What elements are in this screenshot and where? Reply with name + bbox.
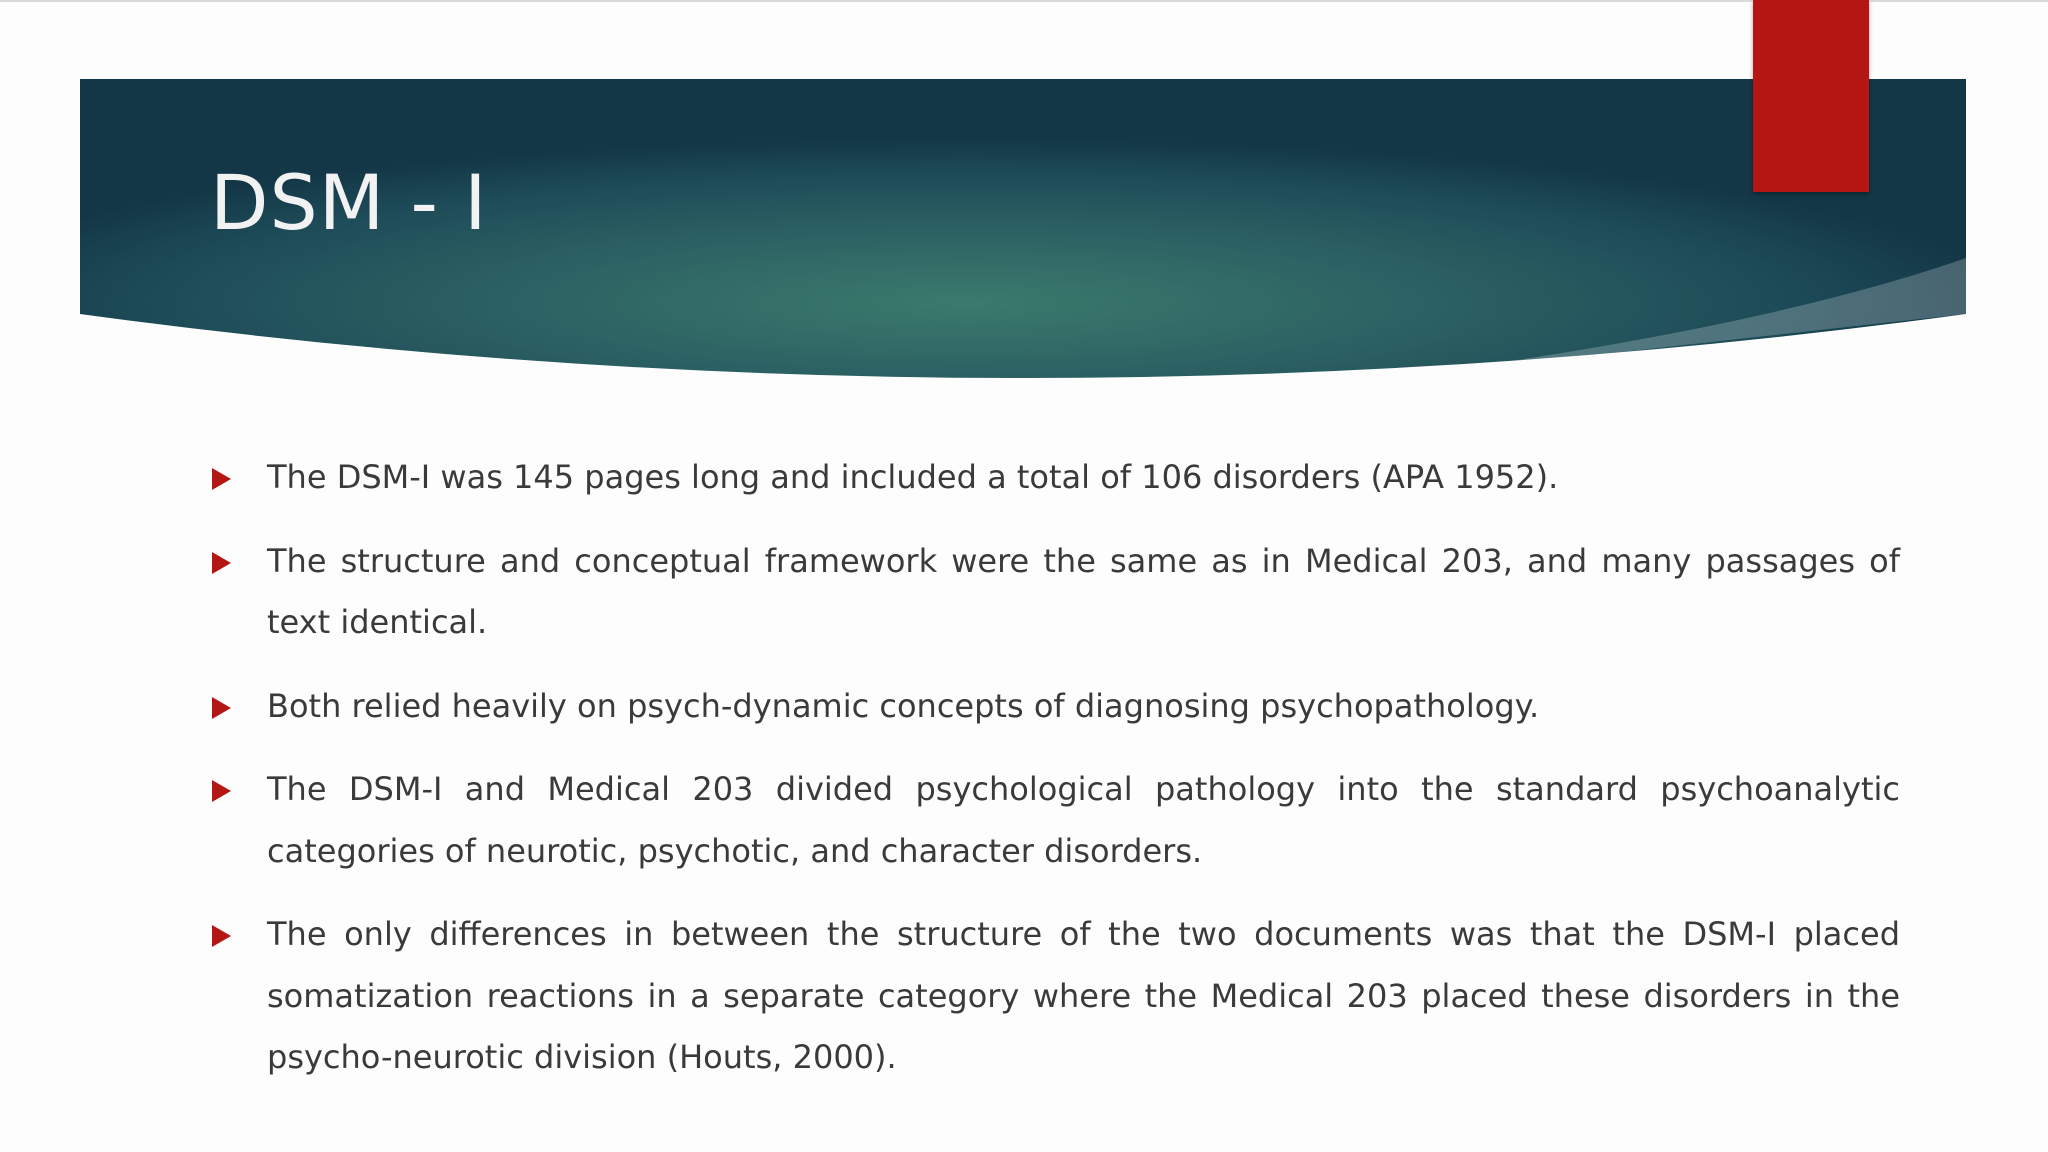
bullet-item	[210, 759, 1900, 882]
bullet-item	[210, 447, 1900, 509]
bullet-item	[210, 676, 1900, 738]
bookmark-ribbon	[1753, 0, 1869, 192]
bullet-text: The DSM-I was 145 pages long and included a total of 106 disorders (APA 1952).	[267, 458, 1559, 496]
bullet-arrow-icon	[212, 552, 231, 574]
bullet-item	[210, 904, 1900, 1089]
bullet-arrow-icon	[212, 697, 231, 719]
bullet-text: The DSM-I and Medical 203 divided psychological pathology into the standard psychoanalytic categories of neurotic, psychotic, and character disorders.	[267, 770, 1900, 870]
bullet-list	[210, 447, 1900, 1111]
bullet-arrow-icon	[212, 468, 231, 490]
bullet-text: The only differences in between the structure of the two documents was that the DSM-I placed somatization reactions in a separate category where the Medical 203 placed these disorders in the psycho-neurotic division (Houts, 2000).	[267, 915, 1900, 1076]
slide-title: DSM - I	[210, 158, 488, 247]
bullet-arrow-icon	[212, 925, 231, 947]
bullet-text: The structure and conceptual framework were the same as in Medical 203, and many passages of text identical.	[267, 541, 1900, 641]
bullet-item	[210, 531, 1900, 654]
bullet-arrow-icon	[212, 780, 231, 802]
bullet-text: Both relied heavily on psych-dynamic concepts of diagnosing psychopathology.	[267, 686, 1540, 725]
